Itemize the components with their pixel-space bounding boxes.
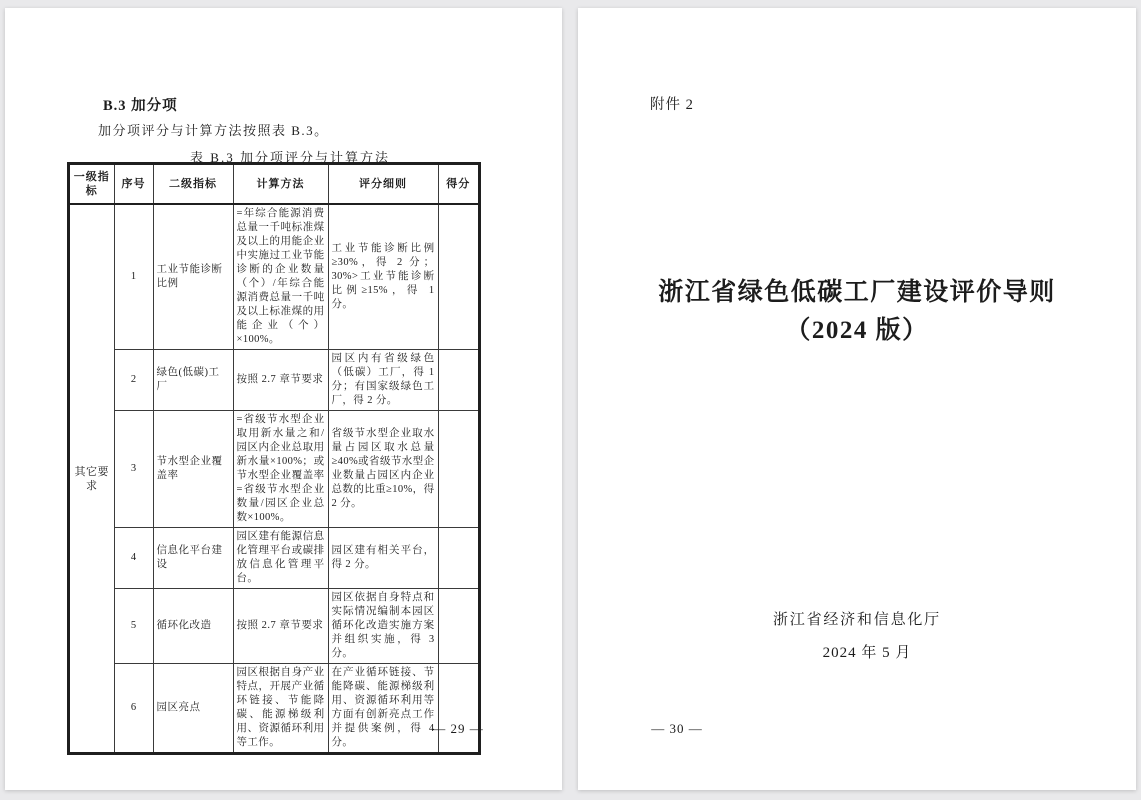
row-criteria: 省级节水型企业取水量占园区取水总量≥40%或省级节水型企业数量占园区内企业总数的比重≥10%，得 2 分。 — [328, 411, 438, 528]
page-29 — [5, 8, 562, 790]
row-method: 园区根据自身产业特点，开展产业循环链接、节能降碳、能源梯级利用、资源循环利用等工作。 — [233, 664, 328, 754]
page-number: — 30 — — [651, 721, 703, 736]
row-no: 2 — [114, 350, 153, 411]
col-header-criteria: 评分细则 — [328, 164, 438, 204]
col-header-method: 计算方法 — [233, 164, 328, 204]
row-no: 3 — [114, 411, 153, 528]
row-indicator: 循环化改造 — [153, 589, 233, 664]
table-caption: 表 B.3 加分项评分与计算方法 — [190, 150, 390, 165]
table-header-row — [69, 164, 479, 204]
col-header-indicator: 二级指标 — [153, 164, 233, 204]
col-header-score: 得分 — [438, 164, 479, 204]
document-title-line2: （2024 版） — [785, 317, 929, 344]
row-criteria: 园区内有省级绿色（低碳）工厂，得 1 分；有国家级绿色工厂，得 2 分。 — [328, 350, 438, 411]
col-header-no: 序号 — [114, 164, 153, 204]
section-heading: B.3 加分项 — [103, 98, 178, 114]
row-criteria: 园区建有相关平台，得 2 分。 — [328, 528, 438, 589]
row-method: 园区建有能源信息化管理平台或碳排放信息化管理平台。 — [233, 528, 328, 589]
intro-paragraph: 加分项评分与计算方法按照表 B.3。 — [98, 123, 329, 138]
row-score — [438, 350, 479, 411]
table-row — [69, 528, 479, 589]
bonus-items-table — [68, 163, 480, 754]
row-criteria: 工业节能诊断比例≥30%，得 2 分；30%>工业节能诊断比例≥15%，得 1 分。 — [328, 204, 438, 350]
issuer: 浙江省经济和信息化厅 — [772, 612, 941, 628]
row-score — [438, 664, 479, 754]
row-indicator: 工业节能诊断比例 — [153, 204, 233, 350]
row-no: 1 — [114, 204, 153, 350]
row-no: 4 — [114, 528, 153, 589]
row-score — [438, 411, 479, 528]
row-no: 6 — [114, 664, 153, 754]
level1-indicator-cell: 其它要求 — [69, 204, 114, 753]
table-row — [69, 204, 479, 350]
row-no: 5 — [114, 589, 153, 664]
document-title — [578, 274, 1136, 350]
table-row — [69, 350, 479, 411]
publish-date: 2024 年 5 月 — [822, 645, 912, 661]
row-method: 按照 2.7 章节要求 — [233, 350, 328, 411]
table-row — [69, 589, 479, 664]
table-row — [69, 664, 479, 754]
row-indicator: 节水型企业覆盖率 — [153, 411, 233, 528]
row-method: 按照 2.7 章节要求 — [233, 589, 328, 664]
row-score — [438, 528, 479, 589]
row-method: =省级节水型企业取用新水量之和/园区内企业总取用新水量×100%；或节水型企业覆盖率=省级节水型企业数量/园区企业总数×100%。 — [233, 411, 328, 528]
table-row — [69, 411, 479, 528]
row-method: =年综合能源消费总量一千吨标准煤及以上的用能企业中实施过工业节能诊断的企业数量（个）/年综合能源消费总量一千吨及以上标准煤的用能企业（个）×100%。 — [233, 204, 328, 350]
row-indicator: 信息化平台建设 — [153, 528, 233, 589]
row-score — [438, 204, 479, 350]
row-indicator: 园区亮点 — [153, 664, 233, 754]
row-criteria: 在产业循环链接、节能降碳、能源梯级利用、资源循环利用等方面有创新亮点工作并提供案例，得 4 分。 — [328, 664, 438, 754]
page-30 — [578, 8, 1136, 790]
row-indicator: 绿色(低碳)工厂 — [153, 350, 233, 411]
page-number: — 29 — — [432, 721, 484, 736]
row-criteria: 园区依据自身特点和实际情况编制本园区循环化改造实施方案并组织实施，得 3 分。 — [328, 589, 438, 664]
document-title-line1: 浙江省绿色低碳工厂建设评价导则 — [658, 279, 1056, 306]
row-score — [438, 589, 479, 664]
col-header-level1: 一级指标 — [69, 164, 114, 204]
attachment-label: 附件 2 — [650, 97, 694, 113]
